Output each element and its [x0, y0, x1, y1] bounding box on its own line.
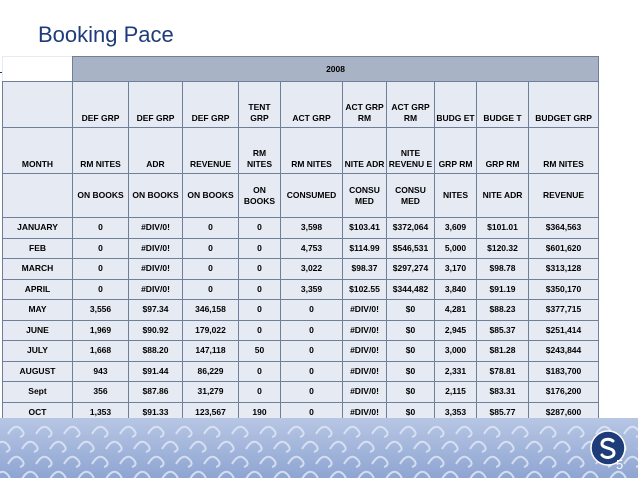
wave-curl — [232, 427, 248, 437]
wave-curl — [442, 472, 458, 478]
header-cell: ON BOOKS — [239, 174, 281, 218]
wave-curl — [162, 442, 178, 452]
value-cell: 0 — [183, 279, 239, 300]
wave-curl — [36, 427, 52, 437]
wave-curl — [176, 427, 192, 437]
wave-curl — [36, 457, 52, 467]
wave-curl — [260, 457, 276, 467]
value-cell: 0 — [239, 218, 281, 239]
header-row-2 — [3, 128, 599, 174]
value-cell: $183,700 — [529, 361, 599, 382]
wave-curl — [554, 472, 570, 478]
wave-curl — [232, 457, 248, 467]
value-cell: 4,753 — [281, 238, 343, 259]
value-cell: 3,353 — [435, 402, 477, 423]
year-header-row — [3, 57, 599, 82]
value-cell: 3,359 — [281, 279, 343, 300]
wave-curl — [414, 472, 430, 478]
value-cell: 0 — [239, 259, 281, 280]
header-cell: RM NITES — [529, 128, 599, 174]
wave-curl — [288, 427, 304, 437]
wave-curl — [106, 442, 122, 452]
wave-curl — [610, 472, 626, 478]
wave-curl — [372, 457, 388, 467]
value-cell: 0 — [183, 238, 239, 259]
value-cell: 4,281 — [435, 300, 477, 321]
wave-curl — [456, 427, 472, 437]
wave-curl — [498, 442, 514, 452]
wave-curl — [344, 427, 360, 437]
value-cell: 190 — [239, 402, 281, 423]
value-cell: $91.44 — [129, 361, 183, 382]
value-cell: $98.78 — [477, 259, 529, 280]
wave-curl — [568, 427, 584, 437]
header-cell: BUDGET GRP — [529, 82, 599, 128]
wave-curl — [50, 442, 66, 452]
value-cell: $0 — [387, 300, 435, 321]
wave-curl — [22, 472, 38, 478]
wave-curl — [190, 442, 206, 452]
value-cell: 346,158 — [183, 300, 239, 321]
wave-curl — [400, 427, 416, 437]
table-row — [3, 259, 599, 280]
value-cell: $0 — [387, 402, 435, 423]
value-cell: 1,969 — [73, 320, 129, 341]
wave-curl — [540, 427, 556, 437]
value-cell: $364,563 — [529, 218, 599, 239]
month-cell: Sept — [3, 382, 73, 403]
value-cell: #DIV/0! — [129, 218, 183, 239]
value-cell: 0 — [73, 279, 129, 300]
month-cell: JULY — [3, 341, 73, 362]
header-cell: CONSU MED — [387, 174, 435, 218]
value-cell: 0 — [239, 382, 281, 403]
table-row — [3, 341, 599, 362]
table-row — [3, 320, 599, 341]
wave-curl — [624, 457, 638, 467]
wave-curl — [120, 427, 136, 437]
wave-curl — [330, 472, 346, 478]
wave-curl — [162, 472, 178, 478]
wave-curl — [50, 472, 66, 478]
header-cell — [3, 82, 73, 128]
value-cell: $85.37 — [477, 320, 529, 341]
value-cell: $91.33 — [129, 402, 183, 423]
value-cell: $85.77 — [477, 402, 529, 423]
value-cell: 50 — [239, 341, 281, 362]
wave-curl — [316, 457, 332, 467]
header-cell: BUDGE T — [477, 82, 529, 128]
value-cell: #DIV/0! — [129, 238, 183, 259]
header-cell: RM NITES — [281, 128, 343, 174]
month-cell: FEB — [3, 238, 73, 259]
value-cell: 3,609 — [435, 218, 477, 239]
value-cell: $372,064 — [387, 218, 435, 239]
wave-curl — [470, 472, 486, 478]
value-cell: $81.28 — [477, 341, 529, 362]
value-cell: $98.37 — [343, 259, 387, 280]
wave-curl — [190, 472, 206, 478]
value-cell: $0 — [387, 361, 435, 382]
wave-curl — [512, 457, 528, 467]
wave-curl — [484, 457, 500, 467]
header-cell: NITE ADR — [343, 128, 387, 174]
value-cell: 0 — [281, 402, 343, 423]
wave-curl — [274, 472, 290, 478]
wave-curl — [204, 427, 220, 437]
wave-curl — [148, 427, 164, 437]
month-cell: OCT — [3, 402, 73, 423]
wave-curl — [78, 442, 94, 452]
value-cell: 3,556 — [73, 300, 129, 321]
value-cell: 123,567 — [183, 402, 239, 423]
value-cell: 0 — [281, 382, 343, 403]
header-cell: REVENUE — [529, 174, 599, 218]
value-cell: #DIV/0! — [343, 320, 387, 341]
month-cell: MARCH — [3, 259, 73, 280]
wave-curl — [8, 427, 24, 437]
wave-curl — [302, 472, 318, 478]
header-cell: CONSUMED — [281, 174, 343, 218]
value-cell: 2,115 — [435, 382, 477, 403]
value-cell: 0 — [281, 361, 343, 382]
wave-curl — [386, 472, 402, 478]
value-cell: $87.86 — [129, 382, 183, 403]
value-cell: 2,331 — [435, 361, 477, 382]
wave-curl — [92, 457, 108, 467]
header-cell: TENT GRP — [239, 82, 281, 128]
value-cell: $243,844 — [529, 341, 599, 362]
value-cell: 147,118 — [183, 341, 239, 362]
wave-curl — [498, 472, 514, 478]
wave-curl — [400, 457, 416, 467]
header-cell — [3, 174, 73, 218]
header-cell: ACT GRP — [281, 82, 343, 128]
wave-curl — [64, 457, 80, 467]
wave-curl — [316, 427, 332, 437]
wave-curl — [428, 457, 444, 467]
wave-curl — [456, 457, 472, 467]
table-row — [3, 361, 599, 382]
value-cell: $91.19 — [477, 279, 529, 300]
wave-curl — [218, 442, 234, 452]
decorative-wave-band — [0, 418, 638, 478]
wave-curl — [260, 427, 276, 437]
header-cell: NITE REVENU E — [387, 128, 435, 174]
header-cell: RM NITES — [73, 128, 129, 174]
header-cell: REVENUE — [183, 128, 239, 174]
wave-curl — [568, 457, 584, 467]
wave-pattern-icon — [0, 418, 638, 478]
value-cell: $114.99 — [343, 238, 387, 259]
header-cell: ON BOOKS — [129, 174, 183, 218]
value-cell: $78.81 — [477, 361, 529, 382]
table-row — [3, 382, 599, 403]
wave-curl — [288, 457, 304, 467]
value-cell: #DIV/0! — [343, 341, 387, 362]
month-cell: JUNE — [3, 320, 73, 341]
value-cell: 3,840 — [435, 279, 477, 300]
value-cell: $313,128 — [529, 259, 599, 280]
value-cell: 0 — [183, 218, 239, 239]
value-cell: $546,531 — [387, 238, 435, 259]
value-cell: #DIV/0! — [343, 382, 387, 403]
value-cell: 31,279 — [183, 382, 239, 403]
value-cell: $88.20 — [129, 341, 183, 362]
value-cell: 0 — [239, 361, 281, 382]
wave-curl — [372, 427, 388, 437]
header-cell: MONTH — [3, 128, 73, 174]
value-cell: 3,022 — [281, 259, 343, 280]
wave-curl — [92, 427, 108, 437]
table-row — [3, 279, 599, 300]
header-cell: ON BOOKS — [183, 174, 239, 218]
value-cell: 179,022 — [183, 320, 239, 341]
value-cell: 3,598 — [281, 218, 343, 239]
header-cell: ACT GRP RM — [343, 82, 387, 128]
wave-curl — [512, 427, 528, 437]
wave-curl — [148, 457, 164, 467]
wave-curl — [8, 457, 24, 467]
value-cell: $601,620 — [529, 238, 599, 259]
header-cell: ADR — [129, 128, 183, 174]
wave-curl — [134, 472, 150, 478]
value-cell: #DIV/0! — [129, 259, 183, 280]
wave-curl — [274, 442, 290, 452]
wave-curl — [246, 442, 262, 452]
header-cell: NITE ADR — [477, 174, 529, 218]
month-cell: MAY — [3, 300, 73, 321]
value-cell: 0 — [281, 341, 343, 362]
wave-curl — [218, 472, 234, 478]
value-cell: $102.55 — [343, 279, 387, 300]
wave-curl — [22, 442, 38, 452]
value-cell: #DIV/0! — [343, 402, 387, 423]
header-row-1 — [3, 82, 599, 128]
value-cell: $0 — [387, 382, 435, 403]
value-cell: $176,200 — [529, 382, 599, 403]
value-cell: 5,000 — [435, 238, 477, 259]
wave-curl — [120, 457, 136, 467]
header-cell: GRP RM — [477, 128, 529, 174]
wave-curl — [78, 472, 94, 478]
value-cell: 3,170 — [435, 259, 477, 280]
value-cell: $251,414 — [529, 320, 599, 341]
value-cell: $88.23 — [477, 300, 529, 321]
value-cell: #DIV/0! — [129, 279, 183, 300]
wave-curl — [0, 472, 10, 478]
value-cell: 0 — [73, 218, 129, 239]
wave-curl — [624, 427, 638, 437]
value-cell: 3,000 — [435, 341, 477, 362]
value-cell: $103.41 — [343, 218, 387, 239]
value-cell: 0 — [281, 300, 343, 321]
value-cell: 0 — [73, 259, 129, 280]
slide-title: Booking Pace — [38, 22, 174, 47]
header-cell: RM NITES — [239, 128, 281, 174]
value-cell: $83.31 — [477, 382, 529, 403]
wave-curl — [344, 457, 360, 467]
wave-curl — [358, 442, 374, 452]
value-cell: $297,274 — [387, 259, 435, 280]
value-cell: 0 — [239, 320, 281, 341]
wave-curl — [386, 442, 402, 452]
blank-corner — [3, 57, 73, 82]
header-cell: DEF GRP — [183, 82, 239, 128]
value-cell: #DIV/0! — [343, 361, 387, 382]
value-cell: $97.34 — [129, 300, 183, 321]
value-cell: 356 — [73, 382, 129, 403]
value-cell: $377,715 — [529, 300, 599, 321]
value-cell: 2,945 — [435, 320, 477, 341]
value-cell: $350,170 — [529, 279, 599, 300]
value-cell: 0 — [239, 238, 281, 259]
value-cell: $101.01 — [477, 218, 529, 239]
value-cell: 0 — [73, 238, 129, 259]
header-cell: DEF GRP — [73, 82, 129, 128]
wave-curl — [470, 442, 486, 452]
table-row — [3, 238, 599, 259]
wave-curl — [526, 472, 542, 478]
wave-curl — [302, 442, 318, 452]
value-cell: 1,353 — [73, 402, 129, 423]
wave-curl — [176, 457, 192, 467]
value-cell: 0 — [183, 259, 239, 280]
wave-curl — [358, 472, 374, 478]
booking-pace-table — [2, 56, 599, 478]
wave-curl — [540, 457, 556, 467]
header-cell: NITES — [435, 174, 477, 218]
header-cell: GRP RM — [435, 128, 477, 174]
wave-curl — [0, 442, 10, 452]
month-cell: AUGUST — [3, 361, 73, 382]
wave-curl — [414, 442, 430, 452]
value-cell: 86,229 — [183, 361, 239, 382]
wave-curl — [64, 427, 80, 437]
wave-curl — [484, 427, 500, 437]
month-cell: APRIL — [3, 279, 73, 300]
value-cell: 0 — [281, 320, 343, 341]
wave-curl — [106, 472, 122, 478]
header-row-3 — [3, 174, 599, 218]
value-cell: $287,600 — [529, 402, 599, 423]
wave-curl — [526, 442, 542, 452]
value-cell: $90.92 — [129, 320, 183, 341]
month-cell: JANUARY — [3, 218, 73, 239]
header-cell: ON BOOKS — [73, 174, 129, 218]
wave-curl — [554, 442, 570, 452]
header-cell: CONSU MED — [343, 174, 387, 218]
wave-curl — [246, 472, 262, 478]
value-cell: $0 — [387, 320, 435, 341]
year-header: 2008 — [73, 57, 599, 82]
page-number: 5 — [616, 457, 624, 472]
value-cell: 0 — [239, 279, 281, 300]
wave-curl — [428, 427, 444, 437]
wave-curl — [582, 472, 598, 478]
value-cell: 1,668 — [73, 341, 129, 362]
wave-curl — [330, 442, 346, 452]
header-cell: DEF GRP — [129, 82, 183, 128]
value-cell: 943 — [73, 361, 129, 382]
wave-curl — [204, 457, 220, 467]
value-cell: $344,482 — [387, 279, 435, 300]
wave-curl — [442, 442, 458, 452]
table-row — [3, 300, 599, 321]
value-cell: #DIV/0! — [343, 300, 387, 321]
value-cell: $0 — [387, 341, 435, 362]
header-cell: ACT GRP RM — [387, 82, 435, 128]
wave-curl — [134, 442, 150, 452]
value-cell: $120.32 — [477, 238, 529, 259]
header-cell: BUDG ET — [435, 82, 477, 128]
table-row — [3, 218, 599, 239]
value-cell: 0 — [239, 300, 281, 321]
